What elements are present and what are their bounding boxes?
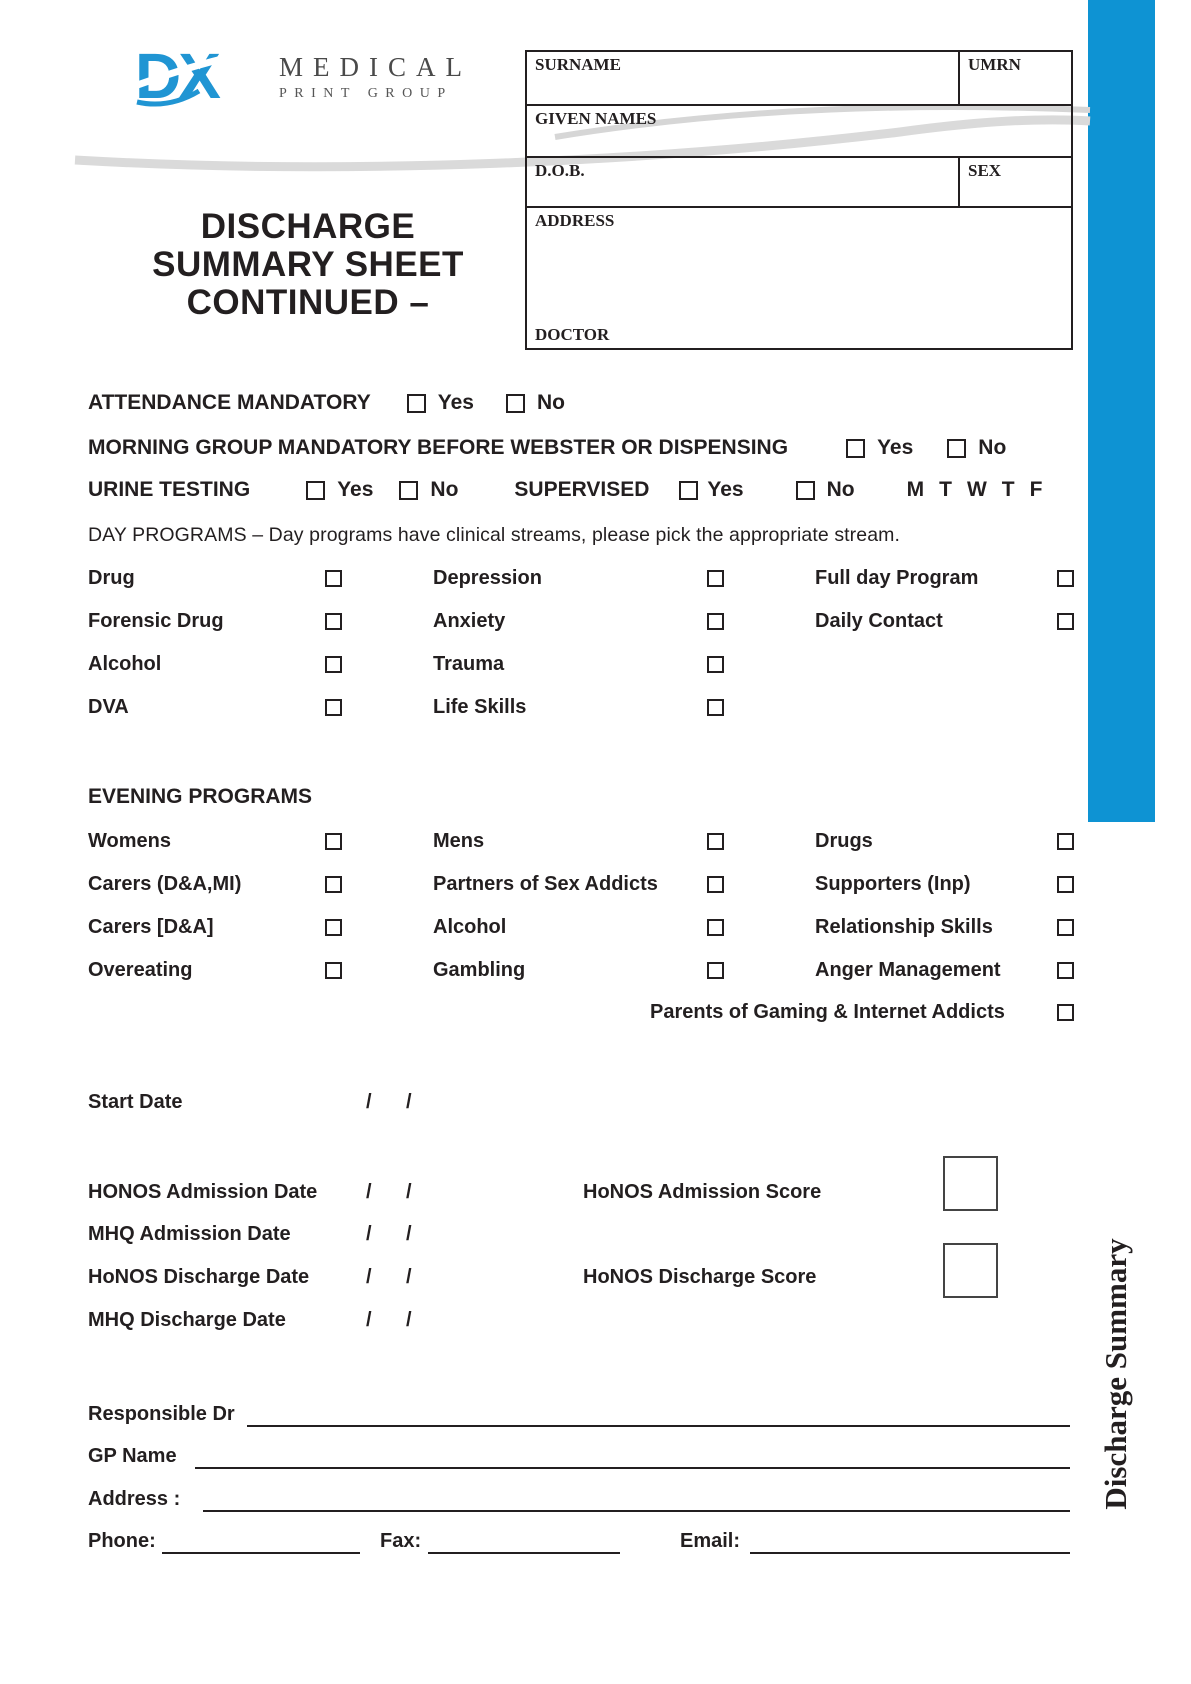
discharge-summary-vertical-label: Discharge Summary [1098, 1238, 1133, 1510]
day-letter-thursday[interactable]: T [1001, 478, 1015, 501]
surname-field[interactable] [527, 52, 958, 104]
day-program-fullday-label: Full day Program [815, 567, 979, 589]
patient-details-box [525, 50, 1073, 350]
attendance-mandatory-label: ATTENDANCE MANDATORY [88, 391, 371, 414]
checkbox-day-life-skills[interactable] [707, 699, 724, 716]
evening-womens-label: Womens [88, 830, 171, 852]
responsible-dr-label: Responsible Dr [88, 1403, 235, 1425]
checkbox-day-depression[interactable] [707, 570, 724, 587]
logo-wordmark [279, 54, 472, 101]
checkbox-evening-supporters[interactable] [1057, 876, 1074, 893]
evening-anger-management-label: Anger Management [815, 959, 1001, 981]
start-date-slash-2: / [406, 1091, 412, 1113]
checkbox-urine-yes[interactable] [306, 481, 325, 500]
honos-admission-score-box[interactable] [943, 1156, 998, 1211]
mhq-discharge-slash-2: / [406, 1309, 412, 1331]
checkbox-day-daily-contact[interactable] [1057, 613, 1074, 630]
day-letter-tuesday[interactable]: T [939, 478, 952, 501]
umrn-label: UMRN [968, 55, 1021, 74]
checkbox-evening-relationship-skills[interactable] [1057, 919, 1074, 936]
supervised-label: SUPERVISED [514, 478, 650, 501]
gp-name-line[interactable] [195, 1445, 1070, 1469]
checkbox-attendance-no[interactable] [506, 394, 525, 413]
mhq-admission-slash-1: / [366, 1223, 372, 1245]
checkbox-day-alcohol[interactable] [325, 656, 342, 673]
day-program-dva-label: DVA [88, 696, 129, 718]
checkbox-day-anxiety[interactable] [707, 613, 724, 630]
honos-admission-slash-1: / [366, 1181, 372, 1203]
checkbox-morning-no[interactable] [947, 439, 966, 458]
email-line[interactable] [750, 1530, 1070, 1554]
checkbox-day-drug[interactable] [325, 570, 342, 587]
checkbox-morning-yes[interactable] [846, 439, 865, 458]
sex-label: SEX [968, 161, 1002, 180]
day-program-daily-contact-label: Daily Contact [815, 610, 943, 632]
title-line-2: SUMMARY SHEET [152, 244, 464, 284]
evening-relationship-skills-label: Relationship Skills [815, 916, 993, 938]
honos-discharge-slash-1: / [366, 1266, 372, 1288]
day-program-trauma-label: Trauma [433, 653, 505, 675]
day-letter-wednesday[interactable]: W [966, 478, 987, 501]
sex-field[interactable] [958, 158, 1071, 206]
day-program-life-skills-label: Life Skills [433, 696, 527, 718]
checkbox-evening-gambling[interactable] [707, 962, 724, 979]
address-field[interactable] [527, 208, 1071, 234]
honos-admission-score-label: HoNOS Admission Score [583, 1181, 822, 1203]
checkbox-urine-no[interactable] [399, 481, 418, 500]
evening-supporters-label: Supporters (Inp) [815, 873, 971, 895]
dx-logo-letters: DX [135, 46, 218, 110]
title-line-3: CONTINUED – [186, 282, 430, 322]
checkbox-evening-mens[interactable] [707, 833, 724, 850]
phone-label: Phone: [88, 1530, 156, 1552]
checkbox-attendance-yes[interactable] [407, 394, 426, 413]
evening-programs-heading: EVENING PROGRAMS [88, 785, 313, 808]
honos-discharge-date-label: HoNOS Discharge Date [88, 1266, 310, 1288]
evening-parents-gaming-label: Parents of Gaming & Internet Addicts [650, 1001, 1005, 1023]
surname-label: SURNAME [535, 55, 621, 74]
checkbox-day-dva[interactable] [325, 699, 342, 716]
honos-discharge-score-box[interactable] [943, 1243, 998, 1298]
checkbox-evening-partners-sex-addicts[interactable] [707, 876, 724, 893]
supervised-yes-label: Yes [707, 478, 744, 501]
evening-partners-sex-addicts-label: Partners of Sex Addicts [433, 873, 658, 895]
evening-carers-da-mi-label: Carers (D&A,MI) [88, 873, 242, 895]
mhq-discharge-date-label: MHQ Discharge Date [88, 1309, 286, 1331]
day-letter-friday[interactable]: F [1029, 478, 1043, 501]
checkbox-evening-carers-da[interactable] [325, 919, 342, 936]
checkbox-evening-anger-management[interactable] [1057, 962, 1074, 979]
umrn-field[interactable] [958, 52, 1071, 104]
urine-testing-label: URINE TESTING [88, 478, 251, 501]
morning-group-label: MORNING GROUP MANDATORY BEFORE WEBSTER OR DISPENSING [88, 436, 789, 459]
day-program-alcohol-label: Alcohol [88, 653, 162, 675]
day-program-drug-label: Drug [88, 567, 135, 589]
page-title [138, 208, 478, 321]
fax-label: Fax: [380, 1530, 422, 1552]
gp-address-label: Address : [88, 1488, 181, 1510]
supervised-no-label: No [826, 478, 855, 501]
checkbox-evening-parents-gaming[interactable] [1057, 1004, 1074, 1021]
title-line-1: DISCHARGE [200, 207, 416, 246]
responsible-dr-line[interactable] [247, 1403, 1070, 1427]
given-names-label: GIVEN NAMES [535, 109, 657, 128]
checkbox-evening-alcohol[interactable] [707, 919, 724, 936]
dx-logo-icon [135, 46, 269, 110]
logo-medical: MEDICAL [279, 52, 472, 82]
urine-yes-label: Yes [337, 478, 374, 501]
evening-alcohol-label: Alcohol [433, 916, 507, 938]
gp-address-line[interactable] [203, 1488, 1070, 1512]
checkbox-evening-womens[interactable] [325, 833, 342, 850]
urine-no-label: No [430, 478, 459, 501]
honos-discharge-score-label: HoNOS Discharge Score [583, 1266, 817, 1288]
dob-label: D.O.B. [535, 161, 585, 180]
address-label: ADDRESS [535, 211, 615, 230]
fax-line[interactable] [428, 1530, 620, 1554]
attendance-yes-label: Yes [437, 391, 474, 414]
evening-drugs-label: Drugs [815, 830, 873, 852]
honos-discharge-slash-2: / [406, 1266, 412, 1288]
start-date-slash-1: / [366, 1091, 372, 1113]
checkbox-day-fullday[interactable] [1057, 570, 1074, 587]
evening-overeating-label: Overeating [88, 959, 193, 981]
day-program-forensic-drug-label: Forensic Drug [88, 610, 224, 632]
dob-field[interactable] [527, 158, 958, 206]
checkbox-supervised-yes[interactable] [679, 481, 698, 500]
given-names-field[interactable] [527, 106, 1071, 156]
honos-admission-date-label: HONOS Admission Date [88, 1181, 318, 1203]
checkbox-evening-carers-da-mi[interactable] [325, 876, 342, 893]
honos-admission-slash-2: / [406, 1181, 412, 1203]
evening-gambling-label: Gambling [433, 959, 526, 981]
day-letter-monday[interactable]: M [906, 478, 925, 501]
doctor-label: DOCTOR [535, 325, 610, 344]
mhq-admission-slash-2: / [406, 1223, 412, 1245]
morning-no-label: No [978, 436, 1007, 459]
checkbox-day-trauma[interactable] [707, 656, 724, 673]
start-date-label: Start Date [88, 1091, 183, 1113]
email-label: Email: [680, 1530, 741, 1552]
gp-name-label: GP Name [88, 1445, 177, 1467]
doctor-field[interactable] [527, 322, 1071, 348]
evening-carers-da-label: Carers [D&A] [88, 916, 214, 938]
day-program-anxiety-label: Anxiety [433, 610, 506, 632]
day-programs-intro: DAY PROGRAMS – Day programs have clinical streams, please pick the appropriate stream. [88, 524, 901, 546]
day-program-depression-label: Depression [433, 567, 542, 589]
mhq-admission-date-label: MHQ Admission Date [88, 1223, 291, 1245]
logo [135, 46, 472, 110]
logo-print-group: PRINT GROUP [279, 86, 453, 101]
checkbox-supervised-no[interactable] [796, 481, 815, 500]
morning-yes-label: Yes [877, 436, 914, 459]
evening-mens-label: Mens [433, 830, 485, 852]
checkbox-evening-drugs[interactable] [1057, 833, 1074, 850]
checkbox-day-forensic-drug[interactable] [325, 613, 342, 630]
phone-line[interactable] [162, 1530, 360, 1554]
attendance-no-label: No [536, 391, 565, 414]
mhq-discharge-slash-1: / [366, 1309, 372, 1331]
checkbox-evening-overeating[interactable] [325, 962, 342, 979]
